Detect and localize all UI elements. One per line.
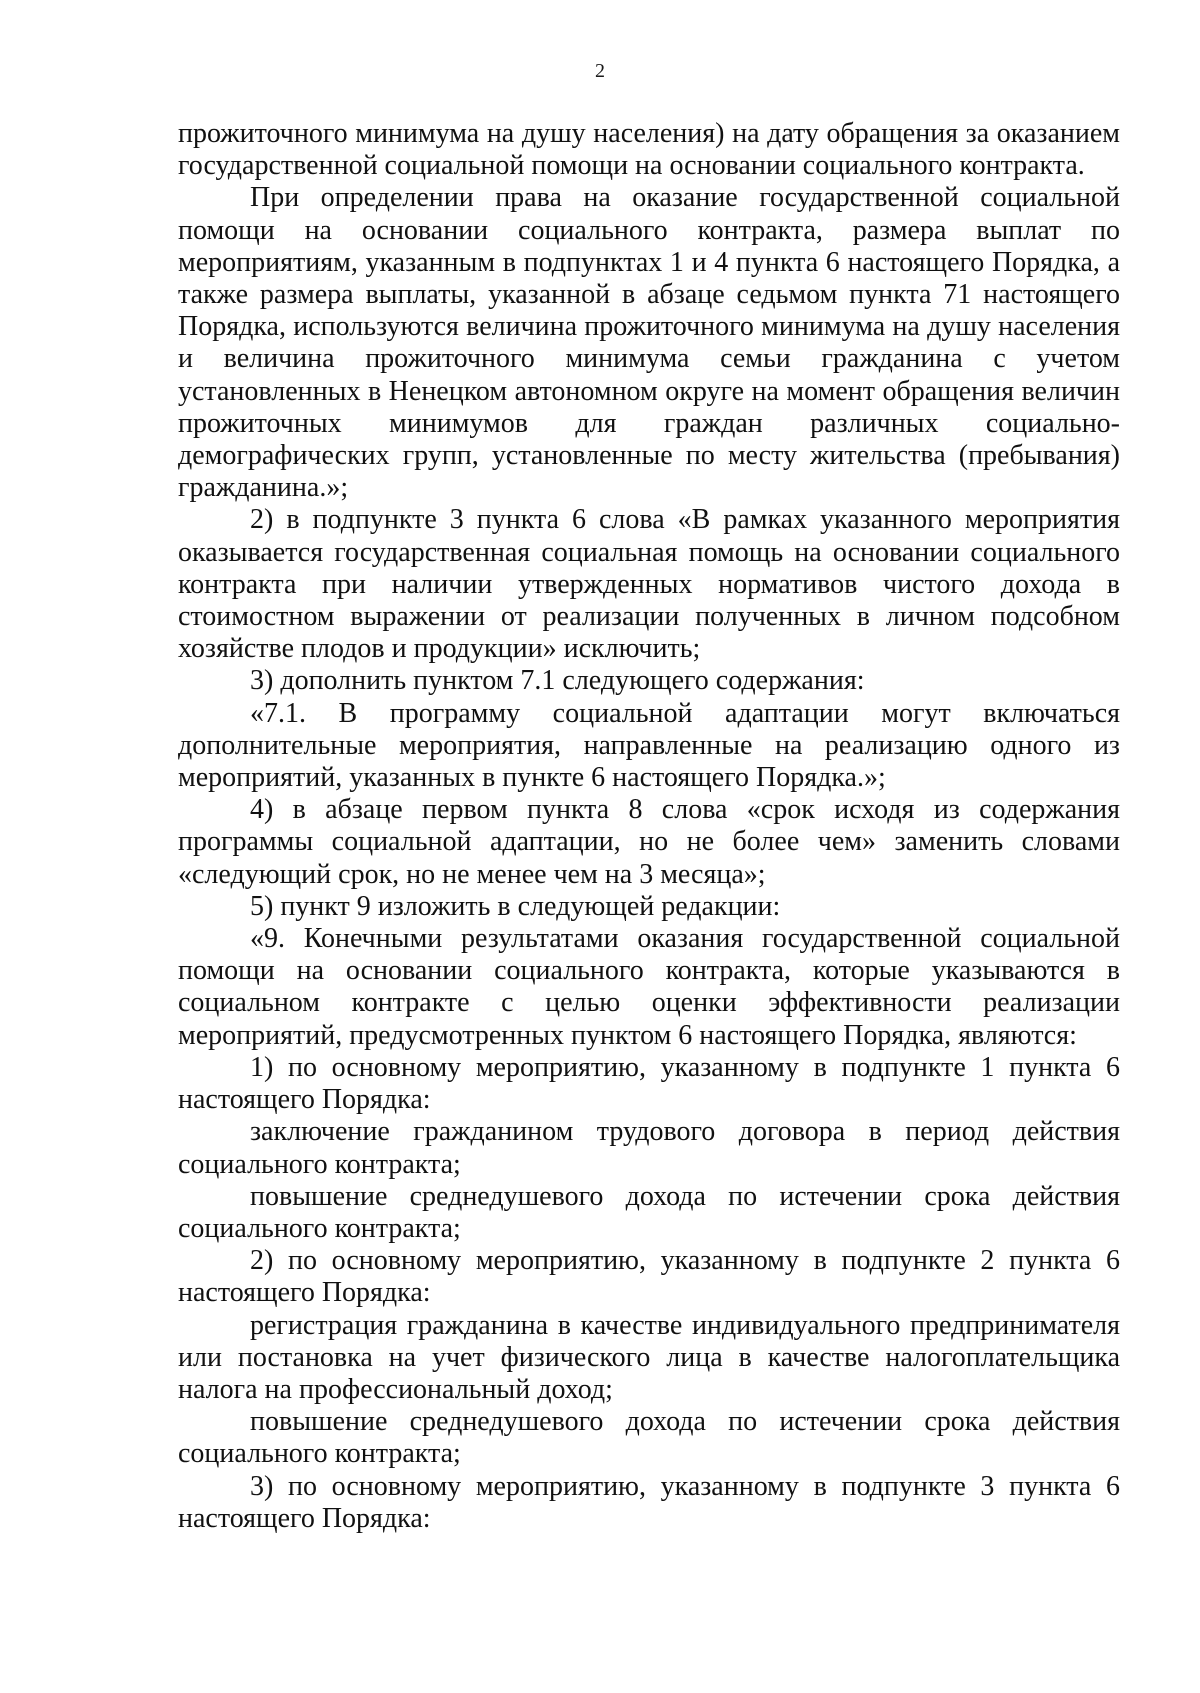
paragraph-clause-9-sub-2: 2) по основному мероприятию, указанному в подпункте 2 пункта 6 настоящего Порядка: [178, 1245, 1120, 1309]
paragraph-income-increase-1: повышение среднедушевого дохода по истечении срока действия социального контракта; [178, 1180, 1120, 1244]
paragraph-continuation: прожиточного минимума на душу населения) на дату обращения за оказанием государственной социальной помощи на основании социального контракта. [178, 118, 1120, 182]
paragraph-clause-7-1: «7.1. В программу социальной адаптации могут включаться дополнительные мероприятия, направленные на реализацию одного из мероприятий, указанных в пункте 6 настоящего Порядка.»; [178, 697, 1120, 794]
document-body [178, 118, 1120, 1535]
page-number: 2 [595, 60, 605, 82]
paragraph-clause-9: «9. Конечными результатами оказания государственной социальной помощи на основании социального контракта, которые указываются в социальном контракте с целью оценки эффективности реализации мероприятий, предусмотренных пунктом 6 настоящего Порядка, являются: [178, 923, 1120, 1051]
paragraph-clause-9-sub-3: 3) по основному мероприятию, указанному в подпункте 3 пункта 6 настоящего Порядка: [178, 1470, 1120, 1534]
paragraph-item-2: 2) в подпункте 3 пункта 6 слова «В рамках указанного мероприятия оказывается государственная социальная помощь на основании социального контракта при наличии утвержденных нормативов чистого дохода в стоимостном выражении от реализации полученных в личном подсобном хозяйстве плодов и продукции» исключить; [178, 504, 1120, 665]
paragraph-income-increase-2: повышение среднедушевого дохода по истечении срока действия социального контракта; [178, 1406, 1120, 1470]
paragraph-employment-contract: заключение гражданином трудового договора в период действия социального контракта; [178, 1116, 1120, 1180]
paragraph-subsistence-minimum: При определении права на оказание государственной социальной помощи на основании социального контракта, размера выплат по мероприятиям, указанным в подпунктах 1 и 4 пункта 6 настоящего Порядка, а также размера выплаты, указанной в абзаце седьмом пункта 71 настоящего Порядка, используются величина прожиточного минимума на душу населения и величина прожиточного минимума семьи гражданина с учетом установленных в Ненецком автономном округе на момент обращения величин прожиточных минимумов для граждан различных социально-демографических групп, установленные по месту жительства (пребывания) гражданина.»; [178, 182, 1120, 504]
paragraph-item-5: 5) пункт 9 изложить в следующей редакции: [250, 890, 781, 922]
paragraph-clause-9-sub-1: 1) по основному мероприятию, указанному в подпункте 1 пункта 6 настоящего Порядка: [178, 1051, 1120, 1116]
paragraph-registration: регистрация гражданина в качестве индивидуального предпринимателя или постановка на учет физического лица в качестве налогоплательщика налога на профессиональный доход; [178, 1309, 1120, 1405]
paragraph-item-3: 3) дополнить пунктом 7.1 следующего содержания: [250, 665, 865, 697]
paragraph-item-4: 4) в абзаце первом пункта 8 слова «срок исходя из содержания программы социальной адаптации, но не более чем» заменить словами «следующий срок, но не менее чем на 3 месяца»; [178, 794, 1120, 890]
